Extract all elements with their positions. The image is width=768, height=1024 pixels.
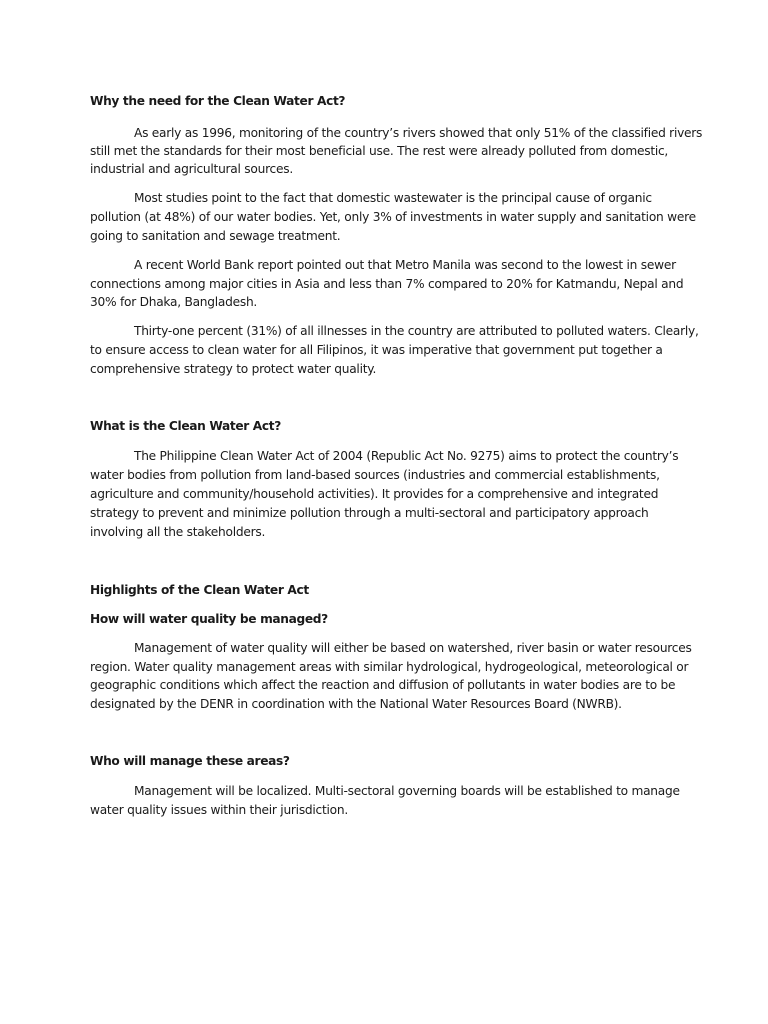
paragraph-line: Most studies point to the fact that domestic wastewater is the principal cause of organic <box>134 191 652 205</box>
paragraph-line: strategy to prevent and minimize pollution through a multi-sectoral and participatory approach <box>90 506 649 520</box>
paragraph-line: to ensure access to clean water for all Filipinos, it was imperative that government put together a <box>90 343 663 357</box>
paragraph-line: water quality issues within their jurisdiction. <box>90 803 348 817</box>
paragraph-line: pollution (at 48%) of our water bodies. Yet, only 3% of investments in water supply and sanitation were <box>90 210 696 224</box>
paragraph-line: involving all the stakeholders. <box>90 525 266 539</box>
paragraph-line: going to sanitation and sewage treatment. <box>90 229 341 243</box>
paragraph-line: Thirty-one percent (31%) of all illnesses in the country are attributed to polluted waters. Clearly, <box>134 324 699 338</box>
paragraph-line: 30% for Dhaka, Bangladesh. <box>90 295 258 309</box>
section-heading: Why the need for the Clean Water Act? <box>90 94 346 108</box>
paragraph-line: As early as 1996, monitoring of the country’s rivers showed that only 51% of the classified rivers <box>134 126 703 140</box>
paragraph-line: connections among major cities in Asia and less than 7% compared to 20% for Katmandu, Nepal and <box>90 277 684 291</box>
paragraph-line: The Philippine Clean Water Act of 2004 (Republic Act No. 9275) aims to protect the country’s <box>134 449 679 463</box>
paragraph-line: still met the standards for their most beneficial use. The rest were already polluted from domestic, <box>90 144 669 158</box>
paragraph-line: industrial and agricultural sources. <box>90 162 293 176</box>
section-subheading: How will water quality be managed? <box>90 612 328 626</box>
paragraph-line: designated by the DENR in coordination with the National Water Resources Board (NWRB). <box>90 697 622 711</box>
section-heading: What is the Clean Water Act? <box>90 419 281 433</box>
section-heading: Who will manage these areas? <box>90 754 290 768</box>
paragraph-line: geographic conditions which affect the reaction and diffusion of pollutants in water bodies are to be <box>90 678 676 692</box>
paragraph-line: region. Water quality management areas with similar hydrological, hydrogeological, meteorological or <box>90 660 689 674</box>
paragraph-line: Management of water quality will either be based on watershed, river basin or water resources <box>134 641 692 655</box>
section-heading: Highlights of the Clean Water Act <box>90 583 309 597</box>
paragraph-line: water bodies from pollution from land-based sources (industries and commercial establishments, <box>90 468 660 482</box>
paragraph-line: agriculture and community/household activities). It provides for a comprehensive and integrated <box>90 487 659 501</box>
paragraph-line: A recent World Bank report pointed out that Metro Manila was second to the lowest in sewer <box>134 258 676 272</box>
paragraph-line: comprehensive strategy to protect water quality. <box>90 362 377 376</box>
paragraph-line: Management will be localized. Multi-sectoral governing boards will be established to manage <box>134 784 680 798</box>
